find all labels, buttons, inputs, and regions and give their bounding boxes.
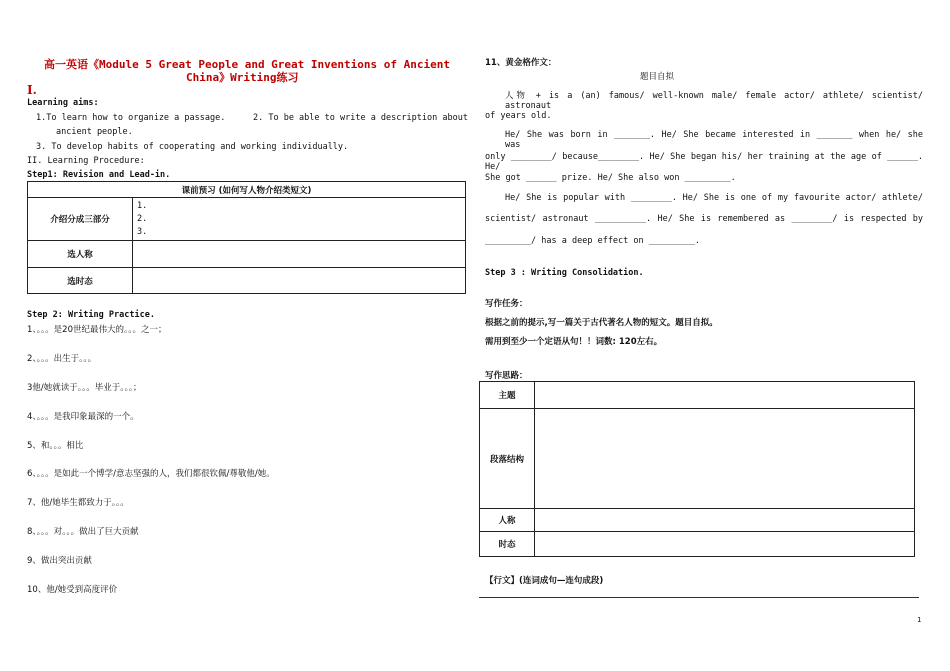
para2-line-1: He/ She was born in _______. He/ She became interested in _______ when he/ she was — [505, 130, 923, 150]
writing-plan-table — [479, 381, 915, 557]
theme-cell[interactable] — [535, 382, 915, 409]
practice-item-2: 2、。。。出生于。。。 — [27, 354, 97, 364]
person-label: 选人称 — [28, 241, 133, 268]
tense-label: 选时态 — [28, 268, 133, 294]
para1-line-1: 人物 + is a (an) famous/ well-known male/ female actor/ athlete/ scientist/ astronaut — [505, 91, 923, 111]
writing-line — [479, 597, 919, 598]
structure-label: 段落结构 — [480, 409, 535, 509]
title-line-2: China》Writing练习 — [186, 71, 299, 84]
preview-table — [27, 181, 466, 294]
task-line-2: 需用到至少一个定语从句！！词数: 120左右。 — [485, 337, 663, 347]
practice-item-9: 9、做出突出贡献 — [27, 556, 92, 566]
practice-item-7: 7、他/她毕生都致力于。。。 — [27, 498, 129, 508]
practice-item-3: 3他/她就读于。。。毕业于。。。； — [27, 383, 142, 393]
three-parts-item-2: 2. — [137, 213, 148, 224]
task-line-1: 根据之前的提示,写一篇关于古代著名人物的短文。题目自拟。 — [485, 318, 718, 328]
para2-line-2: only ________/ because________. He/ She began his/ her training at the age of ______. He/ — [485, 152, 923, 172]
tense2-cell[interactable] — [535, 532, 915, 557]
step3-heading: Step 3 : Writing Consolidation. — [485, 268, 644, 278]
para2-line-3: She got ______ prize. He/ She also won _________. — [485, 173, 736, 183]
xingwen-heading: 【行文】(连词成句—连句成段) — [485, 576, 604, 586]
golden-essay-heading: 11、黄金格作文： — [485, 58, 557, 68]
page-number: 1 — [917, 616, 922, 624]
aim-2-continued: ancient people. — [56, 127, 133, 137]
para3-line-3: _________/ has a deep effect on _________. — [485, 236, 700, 246]
aim-2: 2. To be able to write a description about — [253, 113, 468, 123]
learning-aims-heading: Learning aims: — [27, 98, 99, 108]
practice-item-4: 4、。。。是我印象最深的一个。 — [27, 412, 139, 422]
person-cell[interactable] — [133, 241, 466, 268]
step1-heading: Step1: Revision and Lead-in. — [27, 170, 171, 180]
para3-line-2: scientist/ astronaut __________. He/ She is remembered as ________/ is respected by — [485, 214, 923, 224]
section-one-label: I. — [27, 83, 37, 97]
tense2-label: 时态 — [480, 532, 535, 557]
practice-item-6: 6、。。。是如此一个博学/意志坚强的人，我们都很钦佩/尊敬他/她。 — [27, 469, 275, 479]
practice-item-8: 8、。。。对。。。做出了巨大贡献 — [27, 527, 139, 537]
three-parts-item-3: 3. — [137, 226, 148, 237]
tense-cell[interactable] — [133, 268, 466, 294]
ideas-heading: 写作思路： — [485, 371, 528, 381]
person2-cell[interactable] — [535, 509, 915, 532]
person2-label: 人称 — [480, 509, 535, 532]
para1-line-2: of years old. — [485, 111, 552, 121]
para3-line-1: He/ She is popular with ________. He/ She is one of my favourite actor/ athlete/ — [505, 193, 923, 203]
three-parts-cell[interactable] — [133, 198, 466, 241]
step2-heading: Step 2: Writing Practice. — [27, 310, 155, 320]
title-line-1: 高一英语《Module 5 Great People and Great Inventions of Ancient — [44, 58, 450, 71]
practice-item-1: 1、。。。是20世纪最伟大的。。。之一； — [27, 325, 167, 335]
three-parts-item-1: 1. — [137, 200, 148, 211]
practice-item-5: 5、和。。。相比 — [27, 441, 84, 451]
preview-table-header: 课前预习 (如何写人物介绍类短文) — [28, 182, 466, 198]
essay-title: 题目自拟 — [640, 72, 675, 82]
structure-cell[interactable] — [535, 409, 915, 509]
three-parts-label: 介绍分成三部分 — [28, 198, 133, 241]
aim-3: 3. To develop habits of cooperating and working individually. — [36, 142, 349, 152]
practice-item-10: 10、他/她受到高度评价 — [27, 585, 118, 595]
theme-label: 主题 — [480, 382, 535, 409]
procedure-heading: II. Learning Procedure: — [27, 156, 145, 166]
aim-1: 1.To learn how to organize a passage. — [36, 113, 226, 123]
task-heading: 写作任务： — [485, 299, 528, 309]
